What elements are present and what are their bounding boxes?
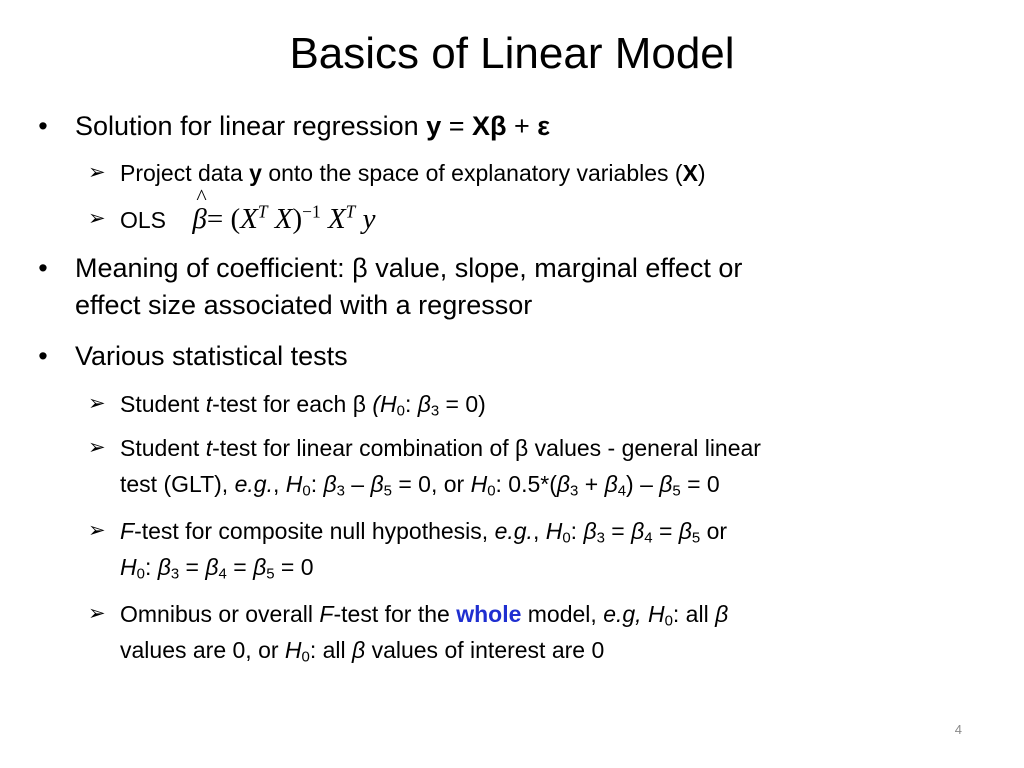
text-segment: :	[144, 554, 158, 580]
text-segment: -test for each β	[212, 391, 373, 417]
bullet-linear-regression	[38, 108, 551, 145]
text-segment: e.g.	[234, 471, 273, 497]
text-segment: -test for linear combination of β values - general linear	[212, 435, 761, 461]
text-segment: β	[352, 637, 366, 663]
text-segment: =	[652, 518, 679, 544]
bullet-text-line: effect size associated with a regressor	[75, 290, 533, 320]
text-segment: Project data	[120, 160, 250, 186]
sub-bullet-ols	[88, 184, 376, 238]
subscript: 0	[396, 402, 405, 420]
subscript: 3	[570, 482, 579, 500]
text-segment: H	[545, 518, 563, 544]
text-segment: H	[120, 554, 137, 580]
line-1	[120, 430, 761, 466]
subscript: 3	[596, 529, 605, 547]
text-segment: β	[157, 554, 171, 580]
text-segment: ,	[532, 518, 546, 544]
hat-icon: ^	[196, 184, 207, 209]
subscript: 4	[617, 482, 627, 500]
text-segment: β	[659, 471, 673, 497]
subscript: 4	[644, 529, 653, 547]
text-segment: :	[404, 391, 418, 417]
arrow-bullet-icon: ➢	[88, 602, 106, 625]
text-segment: model,	[521, 601, 604, 627]
subscript: 5	[691, 529, 701, 547]
highlight-whole: whole	[456, 601, 522, 627]
arrow-bullet-icon: ➢	[88, 519, 106, 542]
text-segment: -test for the	[333, 601, 457, 627]
text-segment: H	[285, 471, 303, 497]
bullet-text: Solution for linear regression	[75, 111, 427, 141]
vector-y: y	[426, 111, 442, 141]
text-segment: :	[570, 518, 584, 544]
vector-y: y	[249, 160, 262, 186]
sub-bullet-t-test-each	[88, 386, 486, 422]
bullet-text-line: Meaning of coefficient: β value, slope, marginal effect or	[75, 253, 743, 283]
subscript: 3	[336, 482, 345, 500]
text-segment: ,	[272, 471, 286, 497]
equals-sign: =	[441, 111, 472, 141]
text-segment: β	[715, 601, 729, 627]
text-segment: β	[556, 471, 571, 497]
subscript: 0	[562, 529, 571, 547]
subscript: 0	[301, 648, 310, 666]
text-segment: ) –	[626, 471, 660, 497]
text-segment: : all	[672, 601, 716, 627]
page-number: 4	[954, 722, 962, 737]
text-segment: t	[205, 391, 213, 417]
line-2	[120, 632, 728, 668]
text-segment: F	[120, 518, 135, 544]
subscript: 5	[672, 482, 681, 500]
subscript: 0	[136, 565, 145, 583]
text-segment: β	[323, 471, 337, 497]
text-segment: = 0)	[439, 391, 486, 417]
text-segment: Omnibus or overall	[120, 601, 320, 627]
sub-bullet-f-test-composite	[88, 513, 728, 585]
bullet-meaning-coefficient	[38, 250, 743, 324]
subscript: 3	[430, 402, 440, 420]
text-segment: Student	[120, 435, 206, 461]
arrow-bullet-icon: ➢	[88, 161, 106, 184]
text-segment: =	[179, 554, 206, 580]
text-segment: H	[380, 391, 397, 417]
text-segment: e.g.	[494, 518, 533, 544]
text-segment: H	[284, 637, 302, 663]
text-segment: : all	[309, 637, 353, 663]
plus-sign: +	[506, 111, 538, 141]
text-segment: = 0	[680, 471, 720, 497]
subscript: 5	[383, 482, 392, 500]
transpose-superscript: T	[257, 201, 268, 222]
formula-part: X	[267, 203, 293, 235]
text-segment: t	[205, 435, 213, 461]
text-segment: values are 0, or	[120, 637, 285, 663]
text-segment: or	[700, 518, 728, 544]
text-segment: e.g, H	[603, 601, 665, 627]
slide-title: Basics of Linear Model	[289, 29, 735, 78]
text-segment: onto the space of explanatory variables (	[261, 160, 683, 186]
text-segment: +	[578, 471, 605, 497]
subscript: 3	[170, 565, 180, 583]
formula-part: X	[240, 203, 258, 235]
line-1	[120, 513, 727, 549]
line-2	[120, 549, 727, 585]
formula-part: y	[355, 203, 376, 235]
arrow-bullet-icon: ➢	[88, 207, 106, 230]
line-2	[120, 466, 761, 502]
bullet-dot: •	[38, 111, 48, 141]
ols-label: OLS	[120, 207, 167, 233]
text-segment: β	[678, 518, 692, 544]
text-segment: = 0, or	[391, 471, 471, 497]
text-segment: β	[583, 518, 597, 544]
subscript: 5	[266, 565, 275, 583]
epsilon-term: ε	[537, 111, 551, 141]
text-segment: β	[253, 554, 267, 580]
x-beta-term: Xβ	[472, 111, 507, 141]
formula-part: = (	[206, 203, 241, 235]
text-segment: test (GLT),	[120, 471, 235, 497]
bullet-dot: •	[38, 341, 48, 371]
text-segment: β	[631, 518, 645, 544]
text-segment: (	[372, 391, 380, 417]
text-segment: F	[319, 601, 334, 627]
transpose-superscript: T	[345, 201, 356, 222]
text-segment: =	[604, 518, 632, 544]
formula-part: )	[292, 203, 303, 235]
subscript: 0	[302, 482, 311, 500]
text-segment: values of interest are 0	[365, 637, 605, 663]
text-segment: =	[226, 554, 254, 580]
text-segment: β	[417, 391, 431, 417]
text-segment: -test for composite null hypothesis,	[134, 518, 495, 544]
sub-bullet-t-test-linear-combination	[88, 430, 761, 502]
bullet-dot: •	[38, 253, 48, 283]
bullet-text: Various statistical tests	[75, 341, 348, 371]
text-segment: )	[697, 160, 706, 186]
subscript: 0	[664, 612, 673, 630]
line-1	[120, 596, 728, 632]
inverse-superscript: −1	[302, 201, 321, 222]
text-segment: β	[205, 554, 219, 580]
text-segment: β	[604, 471, 618, 497]
subscript: 4	[218, 565, 227, 583]
text-segment: : 0.5*(	[495, 471, 557, 497]
subscript: 0	[487, 482, 496, 500]
arrow-bullet-icon: ➢	[88, 392, 106, 415]
text-segment: Student	[120, 391, 206, 417]
formula-part: X	[320, 203, 346, 235]
text-segment: :	[310, 471, 324, 497]
text-segment: β	[370, 471, 384, 497]
beta-symbol: β	[192, 203, 207, 235]
bullet-statistical-tests	[38, 338, 348, 375]
text-segment: –	[344, 471, 371, 497]
sub-bullet-omnibus-f-test	[88, 596, 729, 668]
text-segment: H	[470, 471, 488, 497]
sub-bullet-project-data	[88, 155, 706, 191]
arrow-bullet-icon: ➢	[88, 436, 106, 459]
text-segment: = 0	[274, 554, 314, 580]
matrix-x: X	[682, 160, 698, 186]
ols-formula	[192, 184, 376, 235]
